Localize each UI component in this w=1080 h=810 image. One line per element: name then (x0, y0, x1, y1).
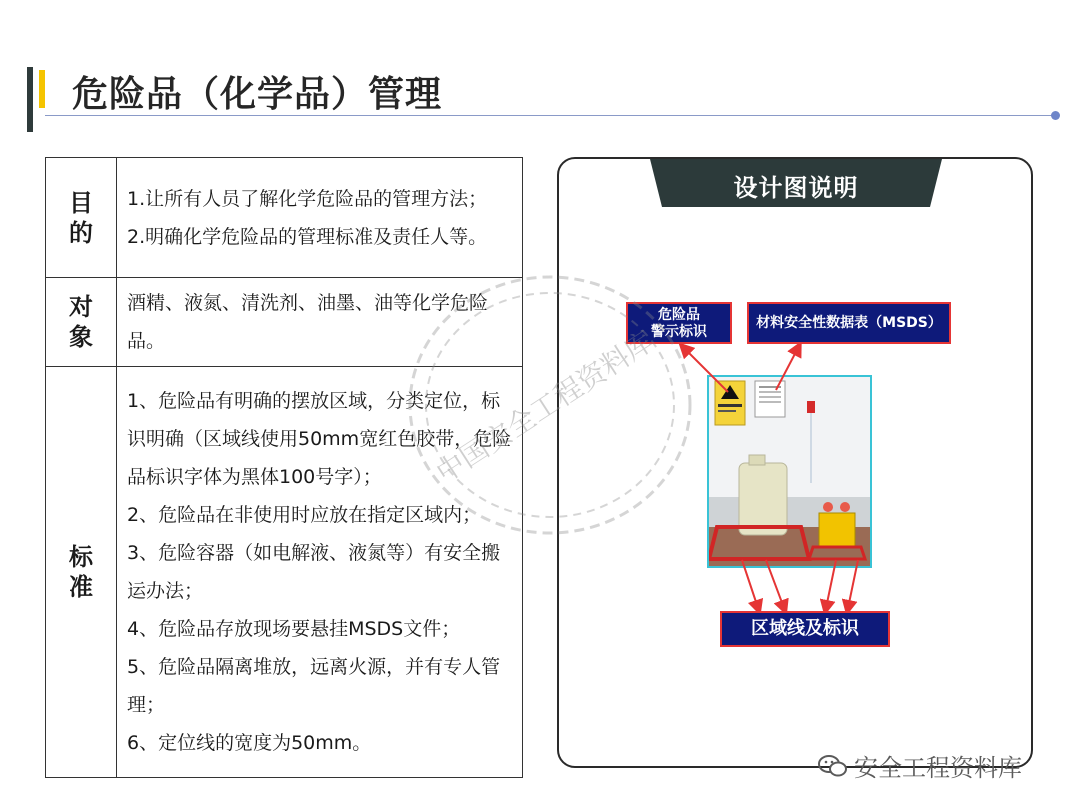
standard-item: 1、危险品有明确的摆放区域，分类定位，标识明确（区域线使用50mm宽红色胶带，危险品标识字体为黑体100号字）； (127, 390, 512, 488)
footer-watermark (818, 748, 1022, 784)
category-char: 对 (69, 293, 93, 321)
standard-item: 6、定位线的宽度为50mm。 (127, 732, 372, 754)
arrow-msds (776, 348, 798, 390)
category-char: 准 (69, 573, 93, 601)
category-char: 象 (69, 323, 93, 351)
category-char: 的 (69, 218, 93, 247)
page-title: 危险品（化学品）管理 (72, 74, 443, 115)
watermark-stamp (400, 265, 700, 545)
standard-item: 2、危险品在非使用时应放在指定区域内； (127, 504, 482, 526)
label-hazard-sign-text: 危险品 警示标识 (651, 307, 707, 340)
standard-item: 5、危险品隔离堆放，远离火源，并有专人管理； (127, 656, 501, 716)
design-panel-title: 设计图说明 (733, 174, 859, 202)
purpose-line: 2.明确化学危险品的管理标准及责任人等。 (127, 225, 488, 248)
label-zone-line-text: 区域线及标识 (751, 618, 859, 639)
objects-line: 酒精、液氮、清洗剂、油墨、油等化学危险品。 (127, 292, 489, 352)
arrow-zone-1 (742, 560, 758, 608)
arrow-zone-2 (766, 560, 784, 608)
arrow-zone-4 (848, 560, 858, 608)
label-zone-line (720, 611, 890, 647)
standard-item: 3、危险容器（如电解液、液氮等）有安全搬运办法； (127, 542, 501, 602)
footer-watermark-text: 安全工程资料库 (854, 754, 1022, 782)
label-msds (747, 302, 951, 344)
category-char: 目 (69, 188, 93, 217)
wechat-icon (818, 754, 848, 784)
watermark-stamp-text: 中国安全工程资料库 (430, 324, 660, 490)
label-msds-text: 材料安全性数据表（MSDS） (756, 315, 942, 331)
arrow-zone-3 (826, 560, 836, 608)
category-char: 标 (69, 543, 93, 571)
purpose-line: 1.让所有人员了解化学危险品的管理方法； (127, 187, 488, 210)
standard-item: 4、危险品存放现场要悬挂MSDS文件； (127, 618, 461, 640)
